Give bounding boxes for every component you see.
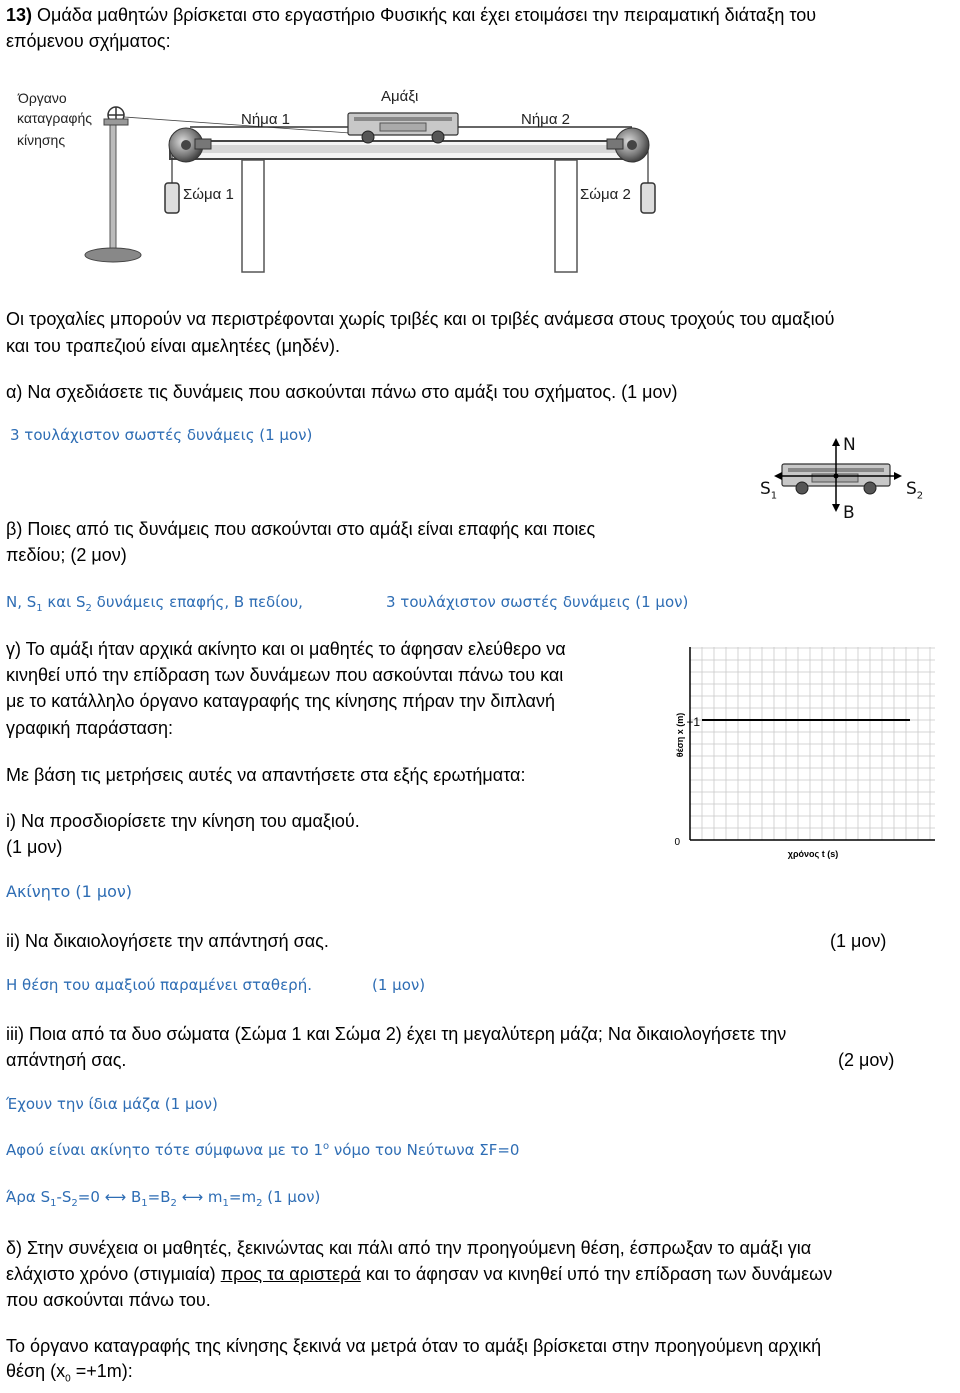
question-g-line-4: γραφική παράσταση:: [6, 718, 174, 738]
label-string-1: Νήμα 1: [241, 111, 290, 128]
answer-ii-points: (1 μον): [372, 976, 426, 994]
y-axis-label: θέση x (m): [675, 712, 685, 758]
last-line-1: Το όργανο καταγραφής της κίνησης ξεκινά να μετρά όταν το αμάξι βρίσκεται στην προηγούμενη αρχική: [6, 1336, 822, 1356]
label-body-2: Σώμα 2: [580, 186, 631, 203]
question-g-line-1: γ) Το αμάξι ήταν αρχικά ακίνητο και οι μαθητές το άφησαν ελεύθερο να: [6, 639, 566, 659]
answer-iii-1: Έχουν την ίδια μάζα (1 μον): [6, 1095, 218, 1113]
last-line-2: θέση $(x_0 =+1m)$:: [6, 1361, 133, 1385]
question-d-line-2: ελάχιστο χρόνο (στιγμιαία) προς τα αριστερά και το άφησαν να κινηθεί υπό την επίδραση των δυνάμεων: [6, 1264, 833, 1284]
body-1: [165, 183, 179, 213]
question-g-line-2: κινηθεί υπό την επίδραση των δυνάμεων που ασκούνται πάνω του και: [6, 665, 564, 685]
question-d-line-1: δ) Στην συνέχεια οι μαθητές, ξεκινώντας και πάλι από την προηγούμενη θέση, έσπρωξαν το αμάξι για: [6, 1238, 812, 1258]
intro-line-1: Οι τροχαλίες μπορούν να περιστρέφονται χωρίς τριβές και οι τριβές ανάμεσα στους τροχούς του αμαξιού: [6, 309, 835, 329]
question-g-line-3: με το κατάλληλο όργανο καταγραφής της κίνησης πήραν την διπλανή: [6, 691, 555, 711]
equivalence-arrow-1: ⟷: [104, 1188, 127, 1206]
recorder-string: [124, 117, 350, 133]
question-b-line-2: πεδίου; (2 μον): [6, 545, 127, 565]
answer-ii: Η θέση του αμαξιού παραμένει σταθερή.: [6, 976, 312, 994]
question-i-line-2: (1 μον): [6, 837, 63, 857]
label-force-S1: $S_1$: [760, 479, 778, 502]
answer-b-points: 3 τουλάχιστον σωστές δυνάμεις (1 μον): [386, 593, 689, 611]
question-number: 13): [6, 5, 33, 25]
answer-iii-2: Αφού είναι ακίνητο τότε σύμφωνα με το $1^o$ νόμο του Νεύτωνα ΣF=0: [6, 1141, 520, 1159]
y-tick-label: +1: [686, 715, 700, 729]
question-b-line-1: β) Ποιες από τις δυνάμεις που ασκούνται στο αμάξι είναι επαφής και ποιες: [6, 519, 596, 539]
setup-figure: [0, 75, 700, 275]
label-string-2: Νήμα 2: [521, 111, 570, 128]
label-force-B: B: [843, 503, 855, 523]
question-iii-line-2: απάντησή σας.: [6, 1050, 127, 1070]
question-header: [6, 2, 816, 28]
answer-a: 3 τουλάχιστον σωστές δυνάμεις (1 μον): [10, 426, 313, 444]
question-i-line-1: i) Να προσδιορίσετε την κίνηση του αμαξιού.: [6, 811, 360, 831]
motion-recorder-stand: [85, 107, 141, 262]
label-force-S2: $S_2$: [906, 479, 924, 502]
label-cart: Αμάξι: [381, 88, 419, 105]
question-g-line-5: Με βάση τις μετρήσεις αυτές να απαντήσετε στα εξής ερωτήματα:: [6, 765, 526, 785]
question-iii-line-1: iii) Ποια από τα δυο σώματα (Σώμα 1 και Σώμα 2) έχει τη μεγαλύτερη μάζα; Να δικαιολογήσετε την: [6, 1024, 787, 1044]
label-recorder-1: Όργανο: [18, 90, 67, 106]
question-ii-points: (1 μον): [830, 931, 887, 951]
question-a: α) Να σχεδιάσετε τις δυνάμεις που ασκούνται πάνω στο αμάξι του σχήματος. (1 μον): [6, 382, 678, 402]
cart-figure: [348, 113, 458, 143]
question-d-line-3: που ασκούνται πάνω του.: [6, 1290, 211, 1310]
question-iii-points: (2 μον): [838, 1050, 895, 1070]
header-line-2: επόμενου σχήματος:: [6, 31, 171, 51]
table-leg-left: [242, 160, 264, 272]
question-ii: ii) Να δικαιολογήσετε την απάντησή σας.: [6, 931, 329, 951]
answer-iii-3: Άρα $S_1-S_2=0$ ⟷ $B_1=B_2$ ⟷ $m_1=m_2$ (1 μον): [6, 1188, 321, 1209]
answer-b: N, $S_1$ και $S_2$ δυνάμεις επαφής, B πεδίου,: [6, 593, 303, 614]
answer-i: Ακίνητο (1 μον): [6, 882, 133, 901]
chart-grid: [690, 647, 935, 840]
x-axis-label: χρόνος t (s): [787, 849, 839, 859]
label-force-N: N: [843, 435, 856, 455]
header-line-1: Ομάδα μαθητών βρίσκεται στο εργαστήριο Φυσικής και έχει ετοιμάσει την πειραματική διάταξη του: [37, 5, 817, 25]
origin-label: 0: [674, 837, 680, 848]
body-2: [641, 183, 655, 213]
position-time-chart: [670, 635, 940, 865]
table-leg-right: [555, 160, 577, 272]
label-recorder-2: καταγραφής: [17, 110, 93, 126]
label-recorder-3: κίνησης: [17, 132, 66, 148]
intro-line-2: και του τραπεζιού είναι αμελητέες (μηδέν).: [6, 336, 341, 356]
equivalence-arrow-2: ⟷: [181, 1188, 204, 1206]
label-body-1: Σώμα 1: [183, 186, 234, 203]
